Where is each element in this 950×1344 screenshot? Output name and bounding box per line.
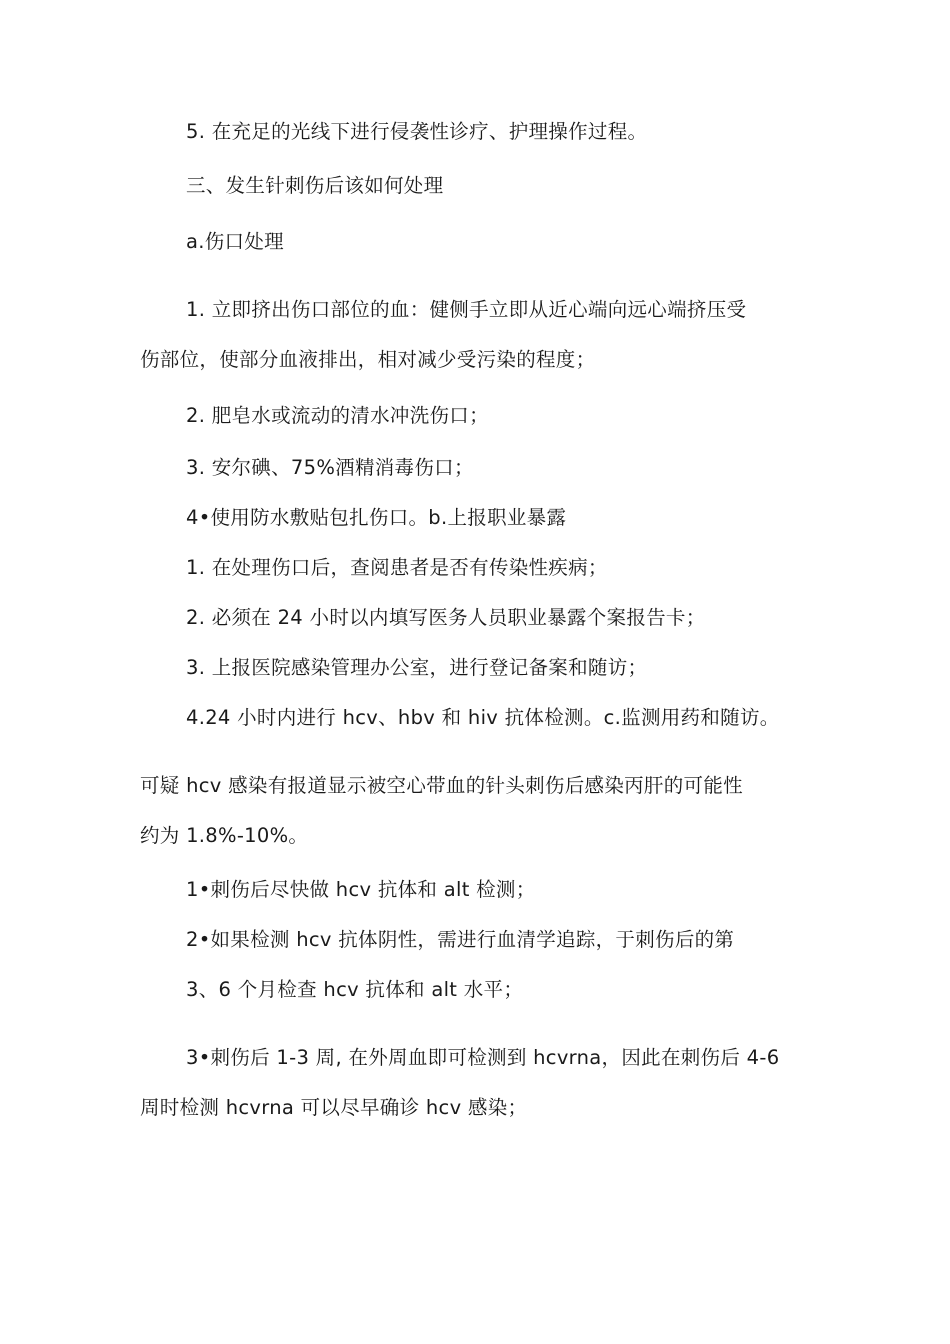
section-heading-3: 三、发生针刺伤后该如何处理 — [186, 174, 444, 197]
paragraph-line-check-patient: 1. 在处理伤口后，查阅患者是否有传染性疾病； — [186, 556, 608, 579]
paragraph-line-antibody-test: 4.24 小时内进行 hcv、hbv 和 hiv 抗体检测。c.监测用药和随访。 — [186, 706, 780, 729]
paragraph-line-disinfect: 3. 安尔碘、75%酒精消毒伤口； — [186, 456, 474, 479]
subheading-wound-care: a.伤口处理 — [186, 230, 284, 253]
paragraph-line-hcv-followup: 3、6 个月检查 hcv 抗体和 alt 水平； — [186, 978, 524, 1001]
paragraph-line-report-office: 3. 上报医院感染管理办公室，进行登记备案和随访； — [186, 656, 648, 679]
paragraph-line-wash: 2. 肥皂水或流动的清水冲洗伤口； — [186, 404, 489, 427]
paragraph-line-hcv-negative: 2•如果检测 hcv 抗体阴性，需进行血清学追踪，于刺伤后的第 — [186, 928, 735, 951]
paragraph-line-bandage: 4•使用防水敷贴包扎伤口。b.上报职业暴露 — [186, 506, 567, 529]
paragraph-line-hcvrna-cont: 周时检测 hcvrna 可以尽早确诊 hcv 感染； — [140, 1096, 528, 1119]
paragraph-line-squeeze-cont: 伤部位，使部分血液排出，相对减少受污染的程度； — [140, 348, 596, 371]
paragraph-line-hcvrna: 3•刺伤后 1-3 周, 在外周血即可检测到 hcvrna，因此在刺伤后 4-6 — [186, 1046, 780, 1069]
paragraph-line-hcv-risk-cont: 约为 1.8%-10%。 — [140, 824, 309, 847]
paragraph-line-1: 5. 在充足的光线下进行侵袭性诊疗、护理操作过程。 — [186, 120, 648, 143]
paragraph-line-report-card: 2. 必须在 24 小时以内填写医务人员职业暴露个案报告卡； — [186, 606, 706, 629]
paragraph-line-hcv-risk: 可疑 hcv 感染有报道显示被空心带血的针头刺伤后感染丙肝的可能性 — [140, 774, 743, 797]
paragraph-line-hcv-test: 1•刺伤后尽快做 hcv 抗体和 alt 检测； — [186, 878, 536, 901]
paragraph-line-squeeze: 1. 立即挤出伤口部位的血：健侧手立即从近心端向远心端挤压受 — [186, 298, 747, 321]
